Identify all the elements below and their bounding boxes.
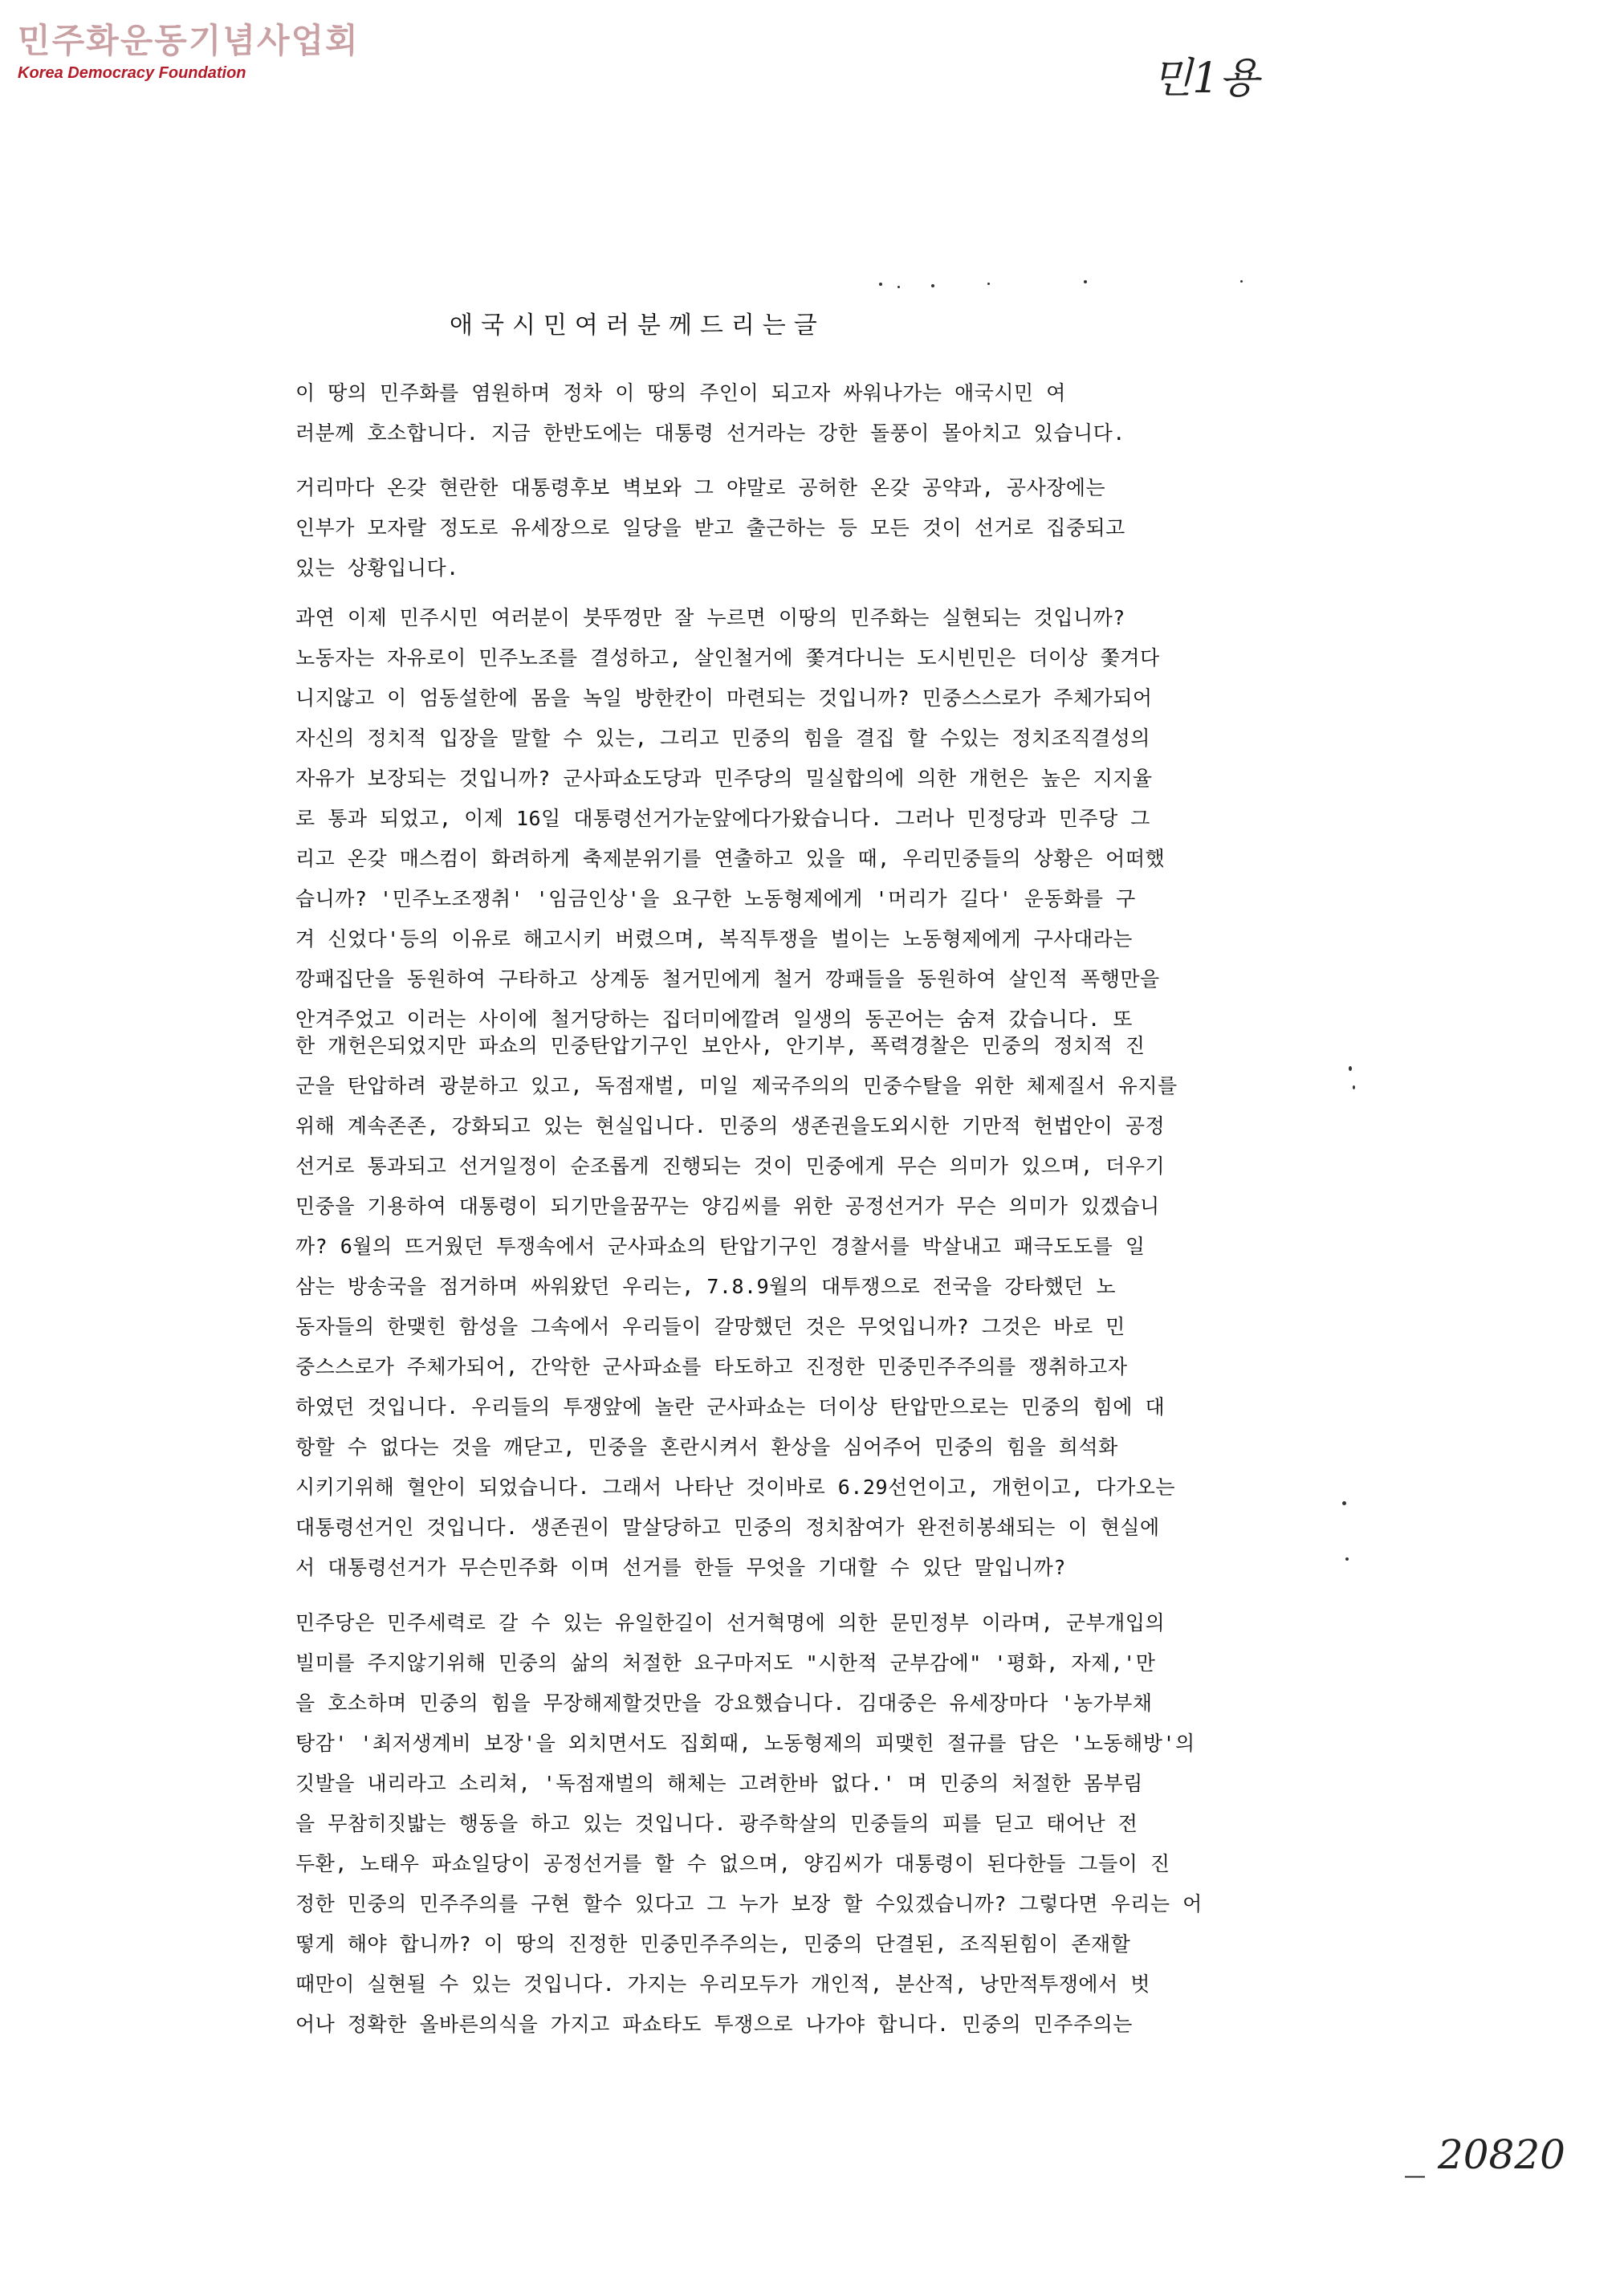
- text-line: 인부가 모자랄 정도로 유세장으로 일당을 받고 출근하는 등 모든 것이 선거로 집중되고: [295, 516, 1125, 539]
- text-line: 로 통과 되었고, 이제 16일 대통령선거가눈앞에다가왔습니다. 그러나 민정당과 민주당 그: [295, 807, 1150, 830]
- text-line: 을 호소하며 민중의 힘을 무장해제할것만을 강요했습니다. 김대중은 유세장마다 '농가부채: [295, 1692, 1153, 1715]
- text-line: 깃발을 내리라고 소리쳐, '독점재벌의 해체는 고려한바 없다.' 며 민중의 처절한 몸부림: [295, 1772, 1143, 1795]
- text-line: 위해 계속존존, 강화되고 있는 현실입니다. 민중의 생존권을도외시한 기만적 헌법안이 공정: [295, 1114, 1166, 1138]
- text-line: 정한 민중의 민주주의를 구현 할수 있다고 그 누가 보장 할 수있겠습니까? 그렇다면 우리는 어: [295, 1892, 1203, 1915]
- paragraph-5: [295, 1603, 1355, 2045]
- handwritten-mark-top: 민1용: [1152, 55, 1260, 103]
- text-line: 선거로 통과되고 선거일정이 순조롭게 진행되는 것이 민중에게 무슨 의미가 있으며, 더우기: [295, 1154, 1166, 1178]
- text-line: 안겨주었고 이러는 사이에 철거당하는 집더미에깔려 일생의 동곤어는 숨져 갔습니다. 또: [295, 1008, 1133, 1031]
- text-line: 군을 탄압하려 광분하고 있고, 독점재벌, 미일 제국주의의 민중수탈을 위한 체제질서 유지를: [295, 1074, 1178, 1097]
- paragraph-2: [295, 468, 1355, 588]
- scan-speck: [1342, 1501, 1346, 1505]
- text-line: 서 대통령선거가 무슨민주화 이며 선거를 한들 무엇을 기대할 수 있단 말입니까?: [295, 1556, 1066, 1579]
- text-line: 자유가 보장되는 것입니까? 군사파쇼도당과 민주당의 밀실합의에 의한 개헌은 높은 지지율: [295, 767, 1153, 790]
- scan-speck: [987, 283, 990, 285]
- text-line: 동자들의 한맺힌 함성을 그속에서 우리들이 갈망했던 것은 무엇입니까? 그것은 바로 민: [295, 1315, 1125, 1338]
- text-line: 한 개헌은되었지만 파쇼의 민중탄압기구인 보안사, 안기부, 폭력경찰은 민중의 정치적 진: [295, 1034, 1146, 1057]
- text-line: 어나 정확한 올바른의식을 가지고 파쇼타도 투쟁으로 나가야 합니다. 민중의 민주주의는: [295, 2013, 1133, 2036]
- text-line: 리고 온갖 매스컴이 화려하게 축제분위기를 연출하고 있을 때, 우리민중들의 상황은 어떠했: [295, 847, 1166, 870]
- paragraph-3: [295, 598, 1355, 1040]
- scan-speck: [931, 284, 934, 287]
- text-line: 중스스로가 주체가되어, 간악한 군사파쇼를 타도하고 진정한 민중민주주의를 쟁취하고자: [295, 1355, 1128, 1378]
- scan-speck: [879, 283, 882, 286]
- text-line: 항할 수 없다는 것을 깨닫고, 민중을 혼란시켜서 환상을 심어주어 민중의 힘을 희석화: [295, 1435, 1118, 1459]
- scan-speck: [897, 286, 900, 288]
- text-line: 겨 신었다'등의 이유로 해고시키 버렸으며, 복직투쟁을 벌이는 노동형제에게 구사대라는: [295, 927, 1133, 951]
- text-line: 두환, 노태우 파쇼일당이 공정선거를 할 수 없으며, 양김씨가 대통령이 된다한들 그들이 진: [295, 1852, 1170, 1875]
- text-line: 때만이 실현될 수 있는 것입니다. 가지는 우리모두가 개인적, 분산적, 낭만적투쟁에서 벗: [295, 1972, 1150, 1996]
- text-line: 과연 이제 민주시민 여러분이 붓뚜껑만 잘 누르면 이땅의 민주화는 실현되는 것입니까?: [295, 606, 1125, 629]
- text-line: 노동자는 자유로이 민주노조를 결성하고, 살인철거에 쫓겨다니는 도시빈민은 더이상 쫓겨다: [295, 646, 1160, 670]
- scan-speck: [1084, 280, 1087, 283]
- text-line: 까? 6월의 뜨거웠던 투쟁속에서 군사파쇼의 탄압기구인 경찰서를 박살내고 패극도도를 일: [295, 1235, 1146, 1258]
- text-line: 니지않고 이 엄동설한에 몸을 녹일 방한칸이 마련되는 것입니까? 민중스스로가 주체가되어: [295, 686, 1153, 710]
- text-line: 빌미를 주지않기위해 민중의 삶의 처절한 요구마저도 "시한적 군부감에" '평화, 자제,'만: [295, 1651, 1156, 1675]
- text-line: 거리마다 온갖 현란한 대통령후보 벽보와 그 야말로 공허한 온갖 공약과, 공사장에는: [295, 476, 1106, 499]
- text-line: 습니까? '민주노조쟁취' '임금인상'을 요구한 노동형제에게 '머리가 길다' 운동화를 구: [295, 887, 1136, 910]
- text-line: 떻게 해야 합니까? 이 땅의 진정한 민중민주주의는, 민중의 단결된, 조직된힘이 존재할: [295, 1932, 1131, 1956]
- text-line: 이 땅의 민주화를 염원하며 정차 이 땅의 주인이 되고자 싸워나가는 애국시민 여: [295, 381, 1066, 405]
- scan-speck: [1349, 1066, 1352, 1071]
- text-line: 있는 상황입니다.: [295, 556, 459, 580]
- text-line: 대통령선거인 것입니다. 생존권이 말살당하고 민중의 정치참여가 완전히봉쇄되는 이 현실에: [295, 1516, 1160, 1539]
- text-line: 삼는 방송국을 점거하며 싸워왔던 우리는, 7.8.9월의 대투쟁으로 전국을 강타했던 노: [295, 1275, 1117, 1298]
- text-line: 자신의 정치적 입장을 말할 수 있는, 그리고 민중의 힘을 결집 할 수있는 정치조직결성의: [295, 727, 1150, 750]
- text-line: 깡패집단을 동원하여 구타하고 상계동 철거민에게 철거 깡패들을 동원하여 살인적 폭행만을: [295, 967, 1160, 991]
- handwritten-mark-bottom: _ 20820: [1405, 2131, 1565, 2178]
- document-title: 애국시민여러분께드리는글: [450, 311, 825, 340]
- text-line: 러분께 호소합니다. 지금 한반도에는 대통령 선거라는 강한 돌풍이 몰아치고 있습니다.: [295, 421, 1125, 445]
- text-line: 탕감' '최저생계비 보장'을 외치면서도 집회때, 노동형제의 피맺힌 절규를 담은 '노동해방'의: [295, 1732, 1195, 1755]
- text-line: 시키기위해 혈안이 되었습니다. 그래서 나타난 것이바로 6.29선언이고, 개헌이고, 다가오는: [295, 1476, 1176, 1499]
- foundation-logo: [18, 14, 360, 83]
- scan-speck: [1353, 1085, 1355, 1089]
- logo-english-text: Korea Democracy Foundation: [18, 64, 246, 82]
- text-line: 민주당은 민주세력로 갈 수 있는 유일한길이 선거혁명에 의한 문민정부 이라며, 군부개입의: [295, 1611, 1166, 1635]
- scan-speck: [1345, 1557, 1349, 1561]
- text-line: 민중을 기용하여 대통령이 되기만을꿈꾸는 양김씨를 위한 공정선거가 무슨 의미가 있겠습니: [295, 1195, 1160, 1218]
- text-line: 하였던 것입니다. 우리들의 투쟁앞에 놀란 군사파쇼는 더이상 탄압만으로는 민중의 힘에 대: [295, 1395, 1166, 1419]
- scan-speck: [1240, 280, 1243, 283]
- paragraph-4: [295, 1026, 1355, 1588]
- paragraph-1: [295, 373, 1355, 454]
- text-line: 을 무참히짓밟는 행동을 하고 있는 것입니다. 광주학살의 민중들의 피를 딛고 태어난 전: [295, 1812, 1138, 1835]
- logo-korean-text: 민주화운동기념사업회: [18, 21, 360, 60]
